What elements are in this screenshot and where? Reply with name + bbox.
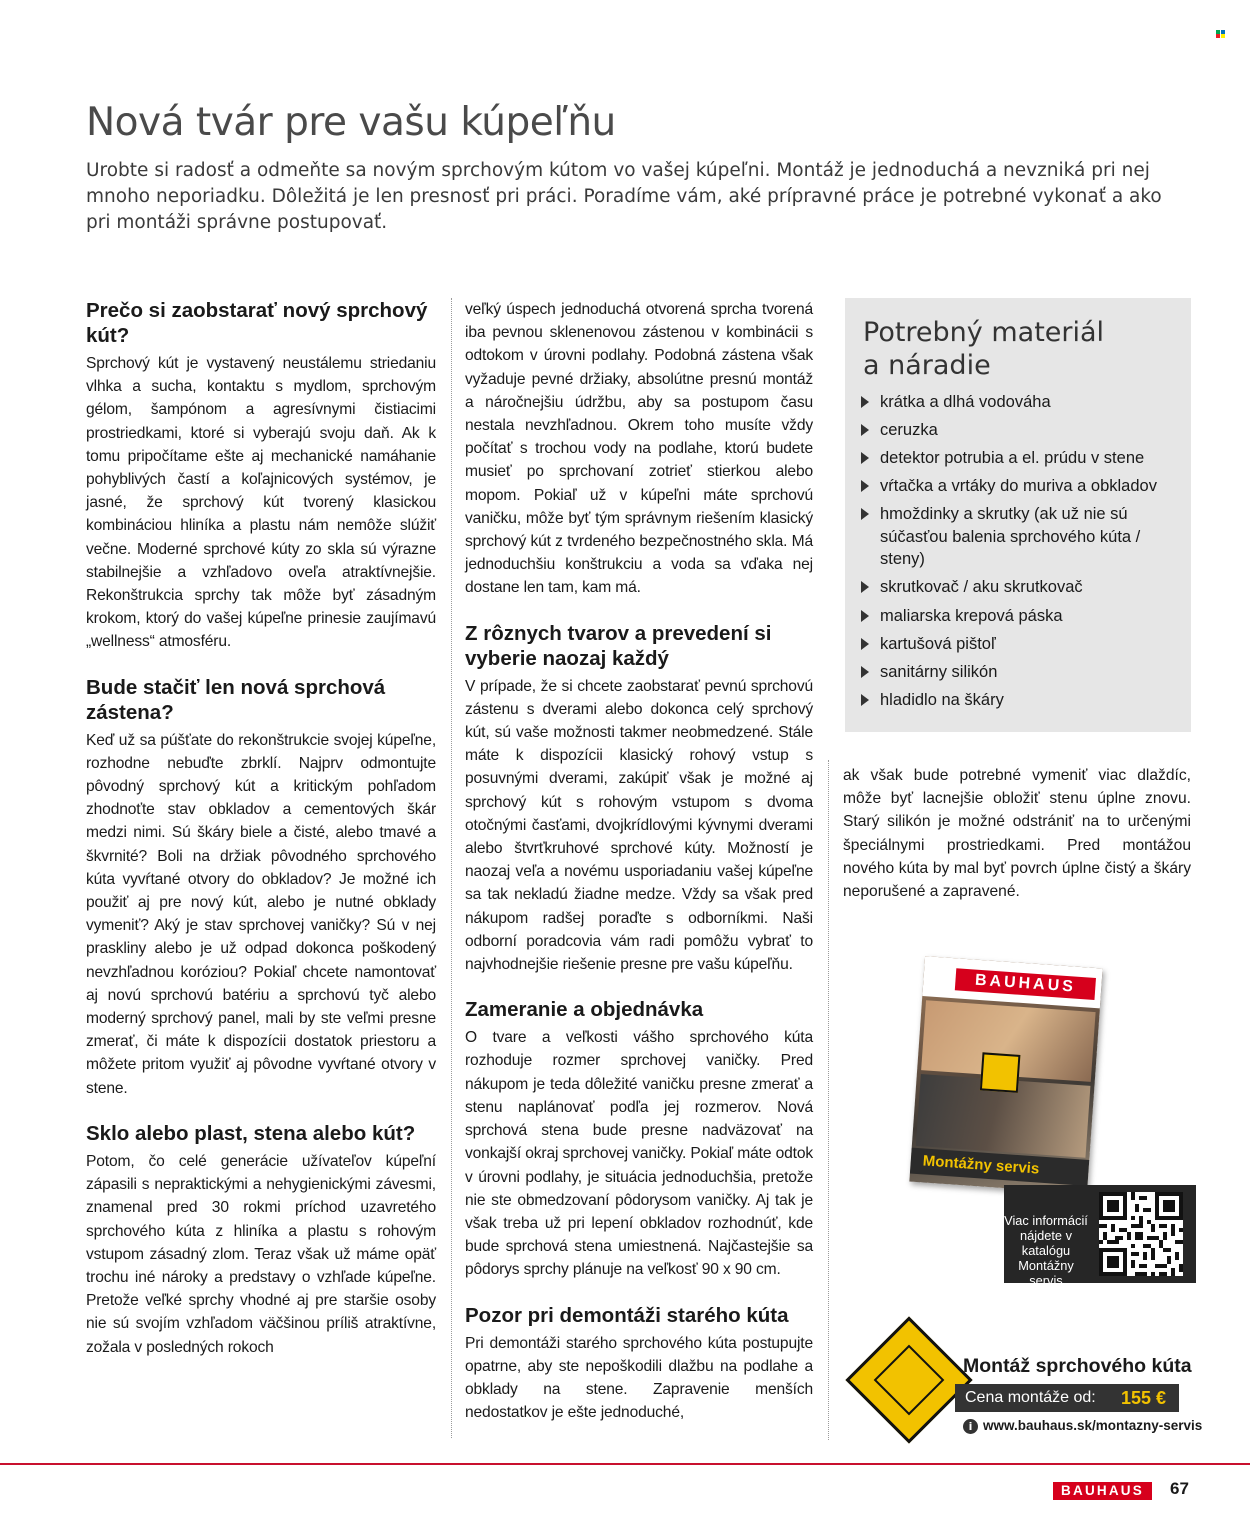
triangle-bullet-icon [861,610,869,622]
list-item-text: hladidlo na škáry [880,690,1004,709]
section-heading: Pozor pri demontáži starého kúta [465,1303,789,1327]
list-item-text: sanitárny silikón [880,662,998,681]
section-shapes [465,621,813,977]
montage-title: Montáž sprchového kúta [963,1355,1192,1377]
column-divider [828,760,829,1440]
section-measuring [465,997,813,1281]
catalog-title: Montážny servis [910,1148,1089,1186]
list-item-text: skrutkovač / aku skrutkovač [880,578,1083,597]
materials-title-line: a náradie [863,350,991,381]
list-item-text: detektor potrubia a el. prúdu v stene [880,449,1145,468]
materials-title-line: Potrebný materiál [863,317,1105,348]
section-heading: Z rôznych tvarov a prevedení si vyberie naozaj každý [465,621,772,670]
page-title: Nová tvár pre vašu kúpeľňu [86,100,616,145]
article-column-2 [465,298,813,1445]
list-item-text: ceruzka [880,421,938,440]
article-column-3-text: ak však bude potrebné vymeniť viac dlaždíc, môže byť lacnejšie obložiť stenu úplne znovu. Starý silikón je možné odstrániť na to určenými špeciálnymi prostriedkami. Pred montážou nového kúta by mal byť povrch úplne čistý a škáry neporušené a zapravené. [843,767,1191,901]
section-heading: Bude stačiť len nová sprchová zástena? [86,675,386,724]
triangle-bullet-icon [861,424,869,436]
installer-badge-icon [845,1316,972,1443]
info-icon: i [963,1419,978,1434]
section-continued [465,298,813,600]
price-label: Cena montáže od: [965,1389,1096,1406]
montage-service-link[interactable]: www.bauhaus.sk/montazny-servis [983,1418,1203,1433]
list-item [859,419,1179,442]
materials-title [863,316,1104,382]
section-heading: Zameranie a objednávka [465,998,704,1022]
materials-list [859,391,1179,717]
section-new-screen [86,675,436,1100]
list-item [859,689,1179,712]
triangle-bullet-icon [861,452,869,464]
triangle-bullet-icon [861,638,869,650]
list-item-text: vŕtačka a vrtáky do muriva a obkladov [880,477,1157,496]
triangle-bullet-icon [861,480,869,492]
qr-code-icon[interactable] [1099,1192,1183,1276]
list-item-text: hmoždinky a skrutky (ak už nie sú súčasťou balenia sprchového kúta / steny) [880,505,1141,569]
section-text: V prípade, že si chcete zaobstarať pevnú sprchovú zástenu s dverami alebo dokonca celý sprchový kút, sú vaše možnosti takmer neobmedzené. Stále máte k dispozícii klasický rohový vstup s posuvnými dverami, zakúpiť však je možné aj sprchový kút s rohovým vstupom s dvoma otočnými časťami, dvojkrídlovými kývnymi dverami alebo štvrťkruhové sprchové kúty. Možností je naozaj veľa a novému usporiadaniu vašej kúpeľne sa tak nekladú žiadne medze. Vždy sa však pred nákupom radšej poraďte s odborníkmi. Naši odborní poradcovia vám radi pomôžu vybrať to najvhodnejšie riešenie presne pre vašu kúpeľňu. [465,677,813,974]
list-item [859,605,1179,628]
list-item [859,391,1179,414]
triangle-bullet-icon [861,581,869,593]
list-item-text: krátka a dlhá vodováha [880,393,1051,411]
footer-rule [0,1463,1250,1465]
list-item [859,576,1179,599]
triangle-bullet-icon [861,694,869,706]
section-text: Potom, čo celé generácie užívateľov kúpeľní zápasili s nepraktickými a nehygienickými závesmi, znamenal pred 30 rokmi príchod uzavretého sprchového kúta z hliníka a plastu s rohovým vstupom zásadný zlom. Teraz však už máme opäť trochu iné nároky a predstavy o vzhľade kúpeľne. Pretože veľké sprchy vhodné aj pre staršie osoby nie sú svojím vzhľadom väčšinou príliš atraktívne, zožala v posledných rokoch [86,1152,436,1356]
corner-color-mark [1216,30,1226,38]
article-column-1 [86,298,436,1380]
triangle-bullet-icon [861,396,869,408]
column-divider [451,298,452,1438]
price-value: 155 € [1121,1388,1167,1408]
section-removal [465,1303,813,1425]
section-text: Keď už sa púšťate do rekonštrukcie svojej kúpeľne, rozhodne nebuďte zbrklí. Najprv odmontujte pôvodný sprchový kút a kritickým pohľadom zhodnoťte stav obkladov a cementových škár medzi nimi. Sú škáry biele a čisté, alebo tmavé a škvrnité? Boli na držiak pôvodného sprchového kúta vyvŕtané otvory do obkladov? Je možné ich použiť aj pre nový kút, alebo je nutné obklady vymeniť? Aký je stav sprchovej vaničky? Sú v nej praskliny alebo je už odpad dokonca poškodený nevzhľadnou koróziou? Pokiaľ chcete namontovať aj novú sprchovú batériu a sprchovú tyč alebo moderný sprchový panel, mali by ste veľmi presne zmerať, či máte k dispozícii dostatok priestoru a môžete pritom využiť aj pôvodne vyvŕtané otvory v stene. [86,731,436,1097]
catalog-brand-logo: BAUHAUS [955,968,1096,1000]
footer-brand-logo: BAUHAUS [1053,1482,1152,1500]
list-item [859,503,1179,571]
list-item [859,661,1179,684]
installer-sign-icon [980,1052,1021,1093]
section-text: Sprchový kút je vystavený neustálemu striedaniu vlhka a sucha, kontaktu s mydlom, sprchovým gélom, šampónom a agresívnymi čistiacimi prostriedkami, ktoré si vyberajú svoju daň. Ak k tomu pripočítame ešte aj mechanické namáhanie pohyblivých častí a koľajnicových systémov, je jasné, že sprchový kút tvorený klasickou kombináciou hliníka a plastu nám nemôže slúžiť večne. Moderné sprchové kúty zo skla sú výrazne stabilnejšie a vzhľadovo oveľa atraktívnejšie. Rekonštrukcia sprchy tak môže byť zásadným krokom, ktorý do vašej kúpeľne prinesie zaujímavú „wellness“ atmosféru. [86,355,436,651]
intro-paragraph: Urobte si radosť a odmeňte sa novým sprchovým kútom vo vašej kúpeľni. Montáž je jednoduchá a nevzniká pri nej mnoho neporiadku. Dôležitá je len presnosť pri práci. Poradíme vám, aké prípravné práce je potrebné vykonať a ako pri montáži správne postupovať. [86,160,1162,233]
page-number: 67 [1170,1479,1189,1498]
list-item [859,633,1179,656]
section-text: O tvare a veľkosti vášho sprchového kúta rozhoduje rozmer sprchovej vaničky. Pred nákupom je teda dôležité vaničku presne zmerať a stenu naplánovať podľa jej rozmerov. Nová sprchová stena bude presne nadväzovať na vonkajší okraj sprchovej vaničky. Pokiaľ máte odtok v úrovni podlahy, je situácia jednoduchšia, pretože nie ste obmedzovaní pôdorysom vaničky. Aj tak je však treba už pri lepení obkladov rozhodnúť, kde bude sprchová stena umiestnená. Najčastejšie sa pôdorys sprchy plánuje na veľkosť 90 x 90 cm. [465,1029,813,1279]
triangle-bullet-icon [861,508,869,520]
triangle-bullet-icon [861,666,869,678]
list-item [859,475,1179,498]
qr-info-text: Viac informácií nájdete v katalógu Montážny servis [1004,1213,1088,1288]
section-text: veľký úspech jednoduchá otvorená sprcha tvorená iba pevnou sklenenovou zástenou v kombinácii s odtokom v úrovni podlahy. Podobná zástena však vyžaduje pevné držiaky, absolútne presnú montáž a náročnejšiu údržbu, aby sa postupom času nestala nevzhľadnou. Okrem toho musíte vždy počítať s trochou vody na podlahe, ktorú budete musieť po sprchovaní zotrieť stierkou alebo mopom. Pokiaľ už v kúpeľni máte sprchovú vaničku, môže byť tým správnym riešením klasický sprchový kút z tvrdeného bezpečnostného skla. Má jednoduchšiu konštrukciu a voda sa vďaka nej dostane len tam, kam má. [465,301,813,597]
list-item-text: kartušová pištoľ [880,634,996,653]
materials-box [845,298,1191,732]
section-glass-or-plastic [86,1121,436,1359]
section-heading: Sklo alebo plast, stena alebo kút? [86,1121,416,1145]
list-item [859,447,1179,470]
catalog-cover-image[interactable] [909,956,1102,1194]
section-why-new [86,298,436,654]
section-text: Pri demontáži starého sprchového kúta postupujte opatrne, aby ste nepoškodili dlažbu na podlahe a obklady na stene. Zapravenie menších nedostatkov je ešte jednoduché, [465,1334,813,1422]
list-item-text: maliarska krepová páska [880,606,1063,625]
section-heading: Prečo si zaobstarať nový sprchový kút? [86,299,428,347]
